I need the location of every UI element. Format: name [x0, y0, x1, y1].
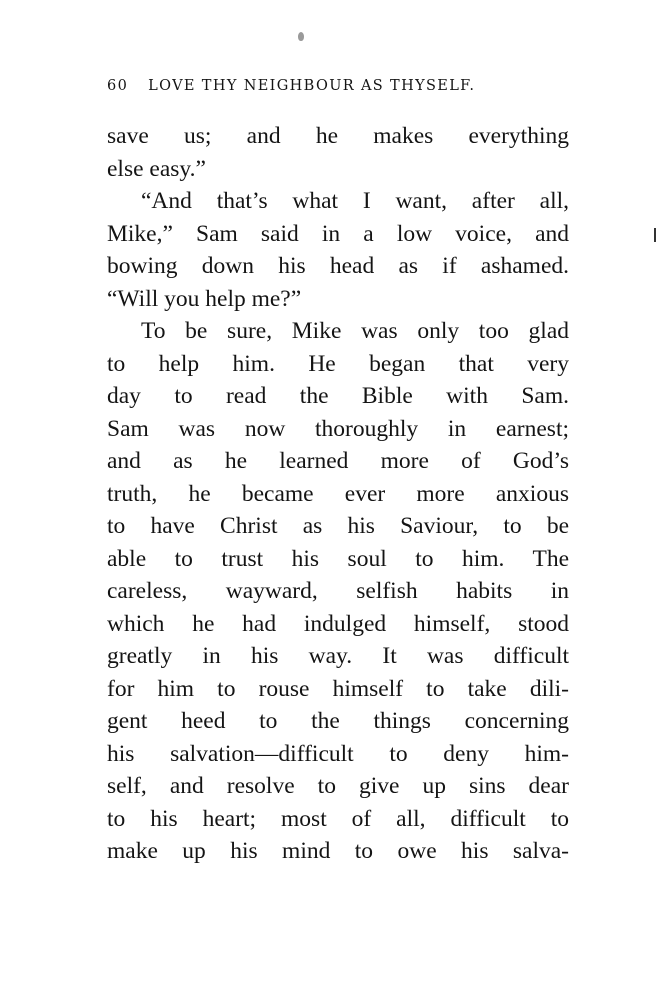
text-line: save us; and he makes everything [107, 123, 569, 149]
text-line: else easy.” [107, 155, 206, 182]
text-line: for him to rouse himself to take dili- [107, 675, 569, 702]
text-line: which he had indulged himself, stood [107, 610, 569, 637]
text-line: bowing down his head as if ashamed. [107, 253, 569, 279]
text-line: To be sure, Mike was only too glad [141, 318, 569, 344]
text-line: his salvation—difficult to deny him- [107, 740, 569, 767]
text-line: make up his mind to owe his salva- [107, 838, 569, 864]
ink-spot-icon [298, 32, 304, 41]
text-line: and as he learned more of God’s [107, 448, 569, 474]
text-line: to help him. He began that very [107, 350, 569, 377]
text-line: “And that’s what I want, after all, [141, 188, 569, 214]
text-line: Mike,” Sam said in a low voice, and [107, 220, 569, 247]
text-line: careless, wayward, selfish habits in [107, 578, 569, 604]
text-line: truth, he became ever more anxious [107, 480, 569, 507]
running-title: LOVE THY NEIGHBOUR AS THYSELF. [148, 78, 476, 94]
running-header [107, 78, 567, 94]
body-text [107, 120, 569, 868]
text-line: to have Christ as his Saviour, to be [107, 513, 569, 539]
text-line: self, and resolve to give up sins dear [107, 773, 569, 799]
page-number: 60 [107, 78, 129, 94]
text-line: day to read the Bible with Sam. [107, 383, 569, 409]
text-line: “Will you help me?” [107, 285, 302, 312]
text-line: Sam was now thoroughly in earnest; [107, 415, 569, 442]
text-line: to his heart; most of all, difficult to [107, 805, 569, 832]
page-edge-mark-icon [654, 228, 656, 242]
text-line: gent heed to the things concerning [107, 708, 569, 734]
text-line: able to trust his soul to him. The [107, 545, 569, 572]
text-line: greatly in his way. It was difficult [107, 643, 569, 669]
